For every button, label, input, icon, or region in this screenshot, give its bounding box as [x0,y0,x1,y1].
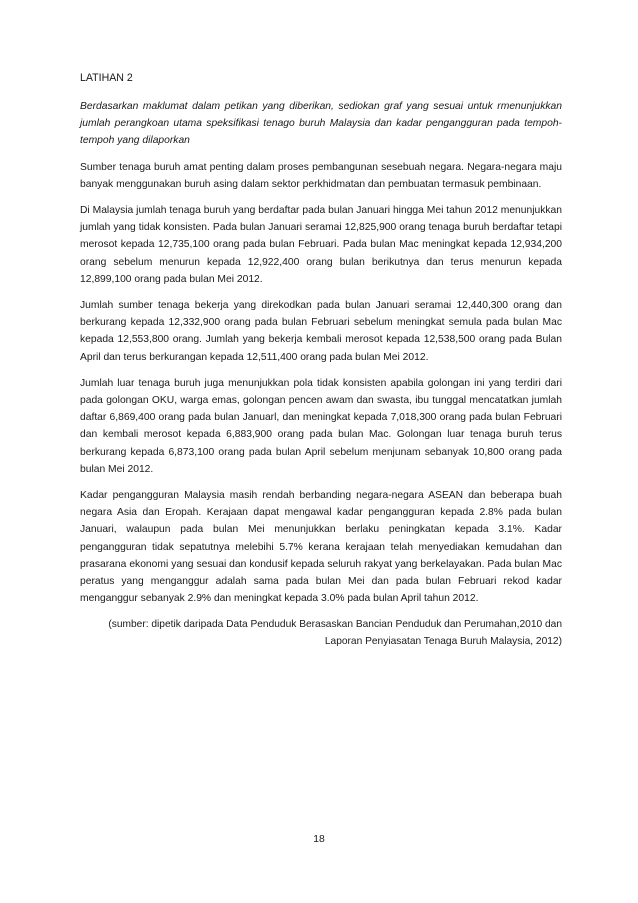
exercise-instruction: Berdasarkan maklumat dalam petikan yang diberikan, sediokan graf yang sesuai untuk rmenunjukkan jumlah perangkoan utama speksifikasi tenago buruh Malaysia dan kadar pengangguran pada tempoh-tempoh yang dilaporkan [80,101,562,147]
page-number: 18 [313,834,325,845]
source-citation [80,616,562,650]
source-line-1: (sumber: dipetik daripada Data Penduduk Berasaskan Bancian Penduduk dan Perumahan,2010 dan [108,619,562,631]
source-line-2: Laporan Penyiasatan Tenaga Buruh Malaysia, 2012) [324,636,562,648]
paragraph-3: Jumlah sumber tenaga bekerja yang direkodkan pada bulan Januari seramai 12,440,300 orang dan berkurang kepada 12,332,900 orang pada bulan Februari sebelum meningkat semula pada bulan Mac kepada 12,553,800 orang. Jumlah yang bekerja kembali merosot kepada 12,538,500 orang pada Bulan April dan terus berkurangan kepada 12,511,400 orang pada bulan Mei 2012. [80,300,562,363]
paragraph-4: Jumlah luar tenaga buruh juga menunjukkan pola tidak konsisten apabila golongan ini yang terdiri dari pada golongan OKU, warga emas, golongan pencen awam dan swasta, ibu tunggal mencatatkan jumlah daftar 6,869,400 orang pada bulan Januarl, dan meningkat kepada 7,018,300 orang pada bulan Februari dan kembali merosot kepada 6,883,900 orang pada bulan Mac. Golongan luar tenaga buruh terus berkurang kepada 6,873,100 orang pada bulan April sebelum menjunam sebanyak 10,800 orang pada bulan Mei 2012. [80,377,562,475]
paragraph-1: Sumber tenaga buruh amat penting dalam proses pembangunan sesebuah negara. Negara-negara maju banyak menggunakan buruh asing dalam sektor perkhidmatan dan pembuatan termasuk pembinaan. [80,161,562,190]
document-page [80,70,562,650]
exercise-heading: LATIHAN 2 [80,72,133,84]
paragraph-5: Kadar pengangguran Malaysia masih rendah berbanding negara-negara ASEAN dan beberapa buah negara Asia dan Eropah. Kerajaan dapat mengawal kadar pengangguran kepada 2.8% pada bulan Januari, walaupun pada bulan Mei menunjukkan berlaku peningkatan kepada 3.1%. Kadar pengangguran tidak sepatutnya melebihi 5.7% kerana kerajaan telah menyediakan kemudahan dan prasarana ekonomi yang sesuai dan kondusif kepada seluruh rakyat yang berkelayakan. Pada bulan Mac peratus yang menganggur adalah sama pada bulan Mei dan pada bulan Februari rekod kadar menganggur sebanyak 2.9% dan meningkat kepada 3.0% pada bulan April tahun 2012. [80,490,562,605]
paragraph-2: Di Malaysia jumlah tenaga buruh yang berdaftar pada bulan Januari hingga Mei tahun 2012 menunjukkan jumlah yang tidak konsisten. Pada bulan Januari seramai 12,825,900 orang tenaga buruh berdaftar tetapi merosot kepada 12,735,100 orang pada bulan Februari. Pada bulan Mac meningkat kepada 12,934,200 orang sebelum menurun kepada 12,922,400 orang bulan berikutnya dan terus menurun kepada 12,899,100 orang pada bulan Mei 2012. [80,205,562,285]
